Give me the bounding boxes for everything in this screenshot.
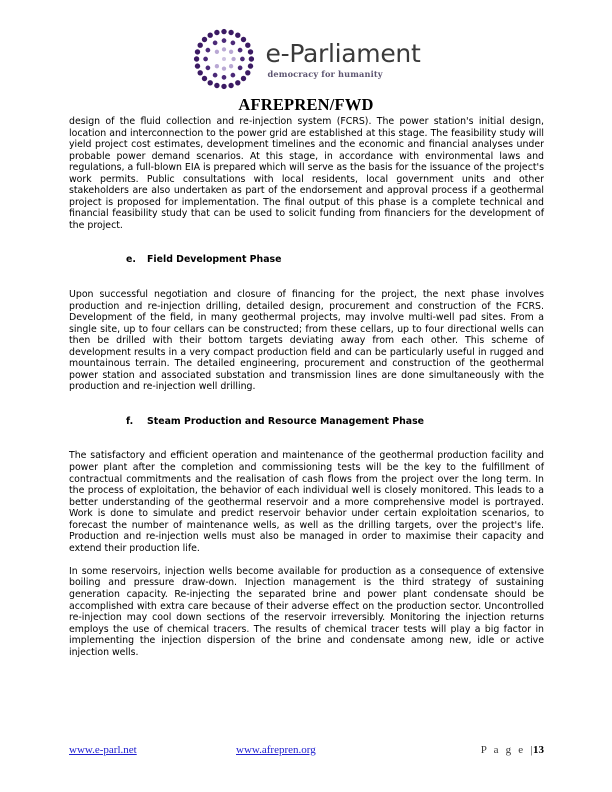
section-heading-e-label: Field Development Phase	[147, 254, 282, 266]
page-number-label	[481, 744, 544, 756]
section-heading-e-marker: e.	[126, 254, 136, 266]
spacer	[69, 231, 544, 254]
logo-row	[0, 26, 612, 92]
page-number: 13	[533, 744, 544, 756]
page-footer	[69, 744, 544, 764]
section-heading-e	[69, 254, 544, 266]
footer-link-e-parl[interactable]: www.e-parl.net	[69, 744, 137, 756]
spacer	[69, 393, 544, 416]
wordmark-text: e-Parliament	[265, 39, 421, 69]
spacer	[69, 427, 544, 450]
section-heading-f	[69, 416, 544, 428]
paragraph-4: In some reservoirs, injection wells become available for production as a consequence of extensive boiling and pressure draw-down. Injection management is the third strategy of sustaining generation capacity. Re-injecting the separated brine and power plant condensate should be accomplished with extra care because of their adverse effect on the production sector. Uncontrolled re-injection may cool down sections of the reservoir irreversibly. Monitoring the injection returns employs the use of chemical tracers. The results of chemical tracer tests will play a big factor in implementing the injection dispersion of the brine and condensate among new, idle or active injection wells.	[69, 565, 544, 658]
section-heading-f-label: Steam Production and Resource Management Phase	[147, 415, 425, 427]
paragraph-1: design of the fluid collection and re-injection system (FCRS). The power station's initial design, location and interconnection to the power grid are established at this stage. The feasibility study will yield project cost estimates, development timelines and the economic and financial analyses under probable power demand scenarios. At this stage, in accordance with environmental laws and regulations, a full-blown EIA is prepared which will serve as the basis for the issuance of the project's work permits. Public consultations with local residents, local government units and other stakeholders are also undertaken as part of the endorsement and approval process if a geothermal project is proposed for implementation. The final output of this phase is a complete technical and financial feasibility study that can be used to solicit funding from financiers for the development of the project.	[69, 116, 544, 231]
footer-link-afrepren[interactable]: www.afrepren.org	[236, 744, 316, 756]
section-heading-f-marker: f.	[126, 415, 134, 427]
document-body	[69, 116, 544, 658]
page-word: P a g e	[480, 744, 531, 756]
spacer	[69, 554, 544, 566]
spacer	[69, 266, 544, 289]
page-header	[0, 26, 612, 115]
logo-wordmark	[266, 39, 421, 78]
organization-title: AFREPREN/FWD	[238, 95, 374, 114]
page-separator: |	[530, 744, 533, 756]
e-parliament-dot-circle-logo-icon	[192, 27, 256, 91]
wordmark-tagline: democracy for humanity	[267, 69, 383, 80]
paragraph-2: Upon successful negotiation and closure of financing for the project, the next phase involves production and re-injection drilling, detailed design, procurement and construction of the FCRS. Development of the field, in many geothermal projects, may involve multi-well pad sites. From a single site, up to four cellars can be constructed; from these cellars, up to four directional wells can then be drilled with their bottom targets deviating away from each other. This scheme of development results in a very compact production field and can be particularly useful in rugged and mountainous terrain. The detailed engineering, procurement and construction of the geothermal power station and associated substation and transmission lines are done simultaneously with the production and re-injection well drilling.	[69, 289, 544, 393]
paragraph-3: The satisfactory and efficient operation and maintenance of the geothermal production facility and power plant after the completion and commissioning tests will be the key to the fulfillment of contractual commitments and the realisation of cash flows from the project over the long term. In the process of exploitation, the behavior of each individual well is closely monitored. This leads to a better understanding of the geothermal reservoir and a more comprehensive model is portrayed. Work is done to simulate and predict reservoir behavior under certain exploitation scenarios, to forecast the number of maintenance wells, as well as the drilling targets, over the project's life. Production and re-injection wells must also be managed in order to maximise their capacity and extend their production life.	[69, 450, 544, 554]
